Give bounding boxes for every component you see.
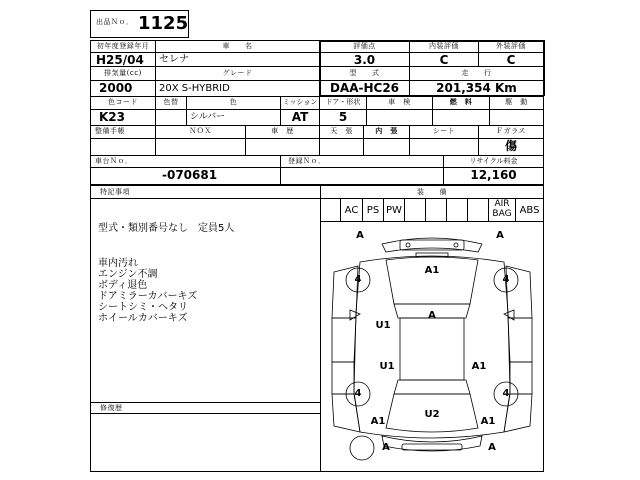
color-change-label: 色替 (163, 98, 179, 106)
history-label: 車 歴 (271, 127, 294, 135)
chassis-number-value: -070681 (162, 168, 218, 182)
score-label: 評価点 (353, 42, 376, 50)
displacement-value: 2000 (99, 81, 133, 95)
car-name-label: 車 名 (222, 42, 253, 50)
equip-ac: AC (344, 205, 359, 216)
mark-hood: A1 (424, 265, 440, 276)
equip-pw: PW (386, 205, 402, 216)
remarks-list (98, 258, 197, 324)
headliner-label: 天 張 (330, 127, 353, 135)
drive-label: 駆 動 (505, 98, 528, 106)
model-code-label: 型 式 (349, 69, 380, 77)
score-value: 3.0 (353, 53, 376, 67)
seat-label: シート (432, 127, 456, 135)
mileage-label: 走 行 (461, 69, 492, 77)
transmission-label: ミッション (282, 98, 318, 106)
grade-value: 20X S-HYBRID (159, 83, 230, 94)
nox-label: ＮＯＸ (189, 127, 212, 135)
mark-tire-rear-left: 4 (354, 388, 362, 399)
first-registration-label: 初年度登録年月 (96, 42, 150, 50)
first-registration-value: H25/04 (96, 53, 144, 67)
maintenance-record-label: 整備手帳 (95, 127, 125, 135)
fuel-label: 燃 料 (449, 98, 473, 106)
mark-front-right: A (496, 230, 504, 241)
mark-roof: A (428, 310, 436, 321)
color-label: 色 (229, 98, 238, 106)
chassis-number-label: 車台Ｎｏ． (95, 157, 133, 165)
lot-number-label: 出品Ｎｏ． (96, 18, 134, 26)
recycle-fee-value: 12,160 (470, 168, 517, 182)
recycle-fee-label: リサイクル料金 (469, 157, 518, 165)
equipment-title: 装 備 (417, 188, 447, 196)
inner-panel-label: 内 張 (375, 127, 398, 135)
remark-line: シートシミ・ヘタリ (98, 302, 188, 313)
repair-history-label: 修復歴 (100, 404, 123, 412)
color-code-value: K23 (99, 110, 125, 124)
mark-bottom-left: A (382, 442, 390, 453)
remarks-main: 型式・類別番号なし 定員5人 (98, 223, 235, 234)
remarks-title: 特記事項 (100, 188, 130, 196)
remark-line: 車内汚れ (98, 258, 138, 269)
mark-front-left: A (356, 230, 364, 241)
interior-grade-value: C (439, 53, 449, 67)
color-code-label: 色コード (108, 98, 138, 106)
exterior-grade-value: C (506, 53, 516, 67)
lot-number-value: 1125 (138, 13, 189, 34)
remark-line: エンジン不調 (98, 269, 158, 280)
car-damage-diagram (320, 222, 544, 472)
equip-ps: PS (366, 205, 380, 216)
mark-door-rear-left: U1 (379, 361, 395, 372)
mark-rear-left: A1 (370, 416, 386, 427)
interior-grade-label: 内装評価 (429, 42, 459, 50)
mark-trunk: U2 (424, 409, 440, 420)
inspection-label: 車 検 (388, 98, 411, 106)
car-name-value: セレナ (159, 54, 189, 65)
remark-line: ボディ退色 (98, 280, 148, 291)
plate-number-label: 登録Ｎｏ． (288, 157, 326, 165)
color-value: シルバー (190, 112, 226, 122)
mark-tire-front-left: 4 (354, 274, 362, 285)
mark-door-front-left: U1 (375, 320, 391, 331)
remark-line: ホイールカバーキズ (98, 313, 188, 324)
mark-tire-rear-right: 4 (502, 388, 510, 399)
front-glass-value: 傷 (504, 139, 517, 153)
mileage-value: 201,354 Km (436, 81, 517, 95)
equip-abs: ABS (519, 205, 540, 216)
mark-tire-front-right: 4 (502, 274, 510, 285)
mark-door-rear-right: A1 (471, 361, 487, 372)
doors-label: ドア・形状 (325, 98, 361, 106)
remark-line: ドアミラーカバーキズ (98, 291, 198, 302)
grade-label: グレード (222, 69, 253, 77)
mark-rear-right: A1 (480, 416, 496, 427)
front-glass-label: Ｆガラス (496, 127, 526, 135)
displacement-label: 排気量(cc) (104, 69, 142, 77)
exterior-grade-label: 外装評価 (496, 42, 526, 50)
model-code-value: DAA-HC26 (329, 81, 400, 95)
doors-value: 5 (338, 110, 348, 124)
equip-airbag: AIR BAG (492, 199, 512, 219)
mark-bottom-right: A (488, 442, 496, 453)
transmission-value: AT (291, 110, 309, 124)
